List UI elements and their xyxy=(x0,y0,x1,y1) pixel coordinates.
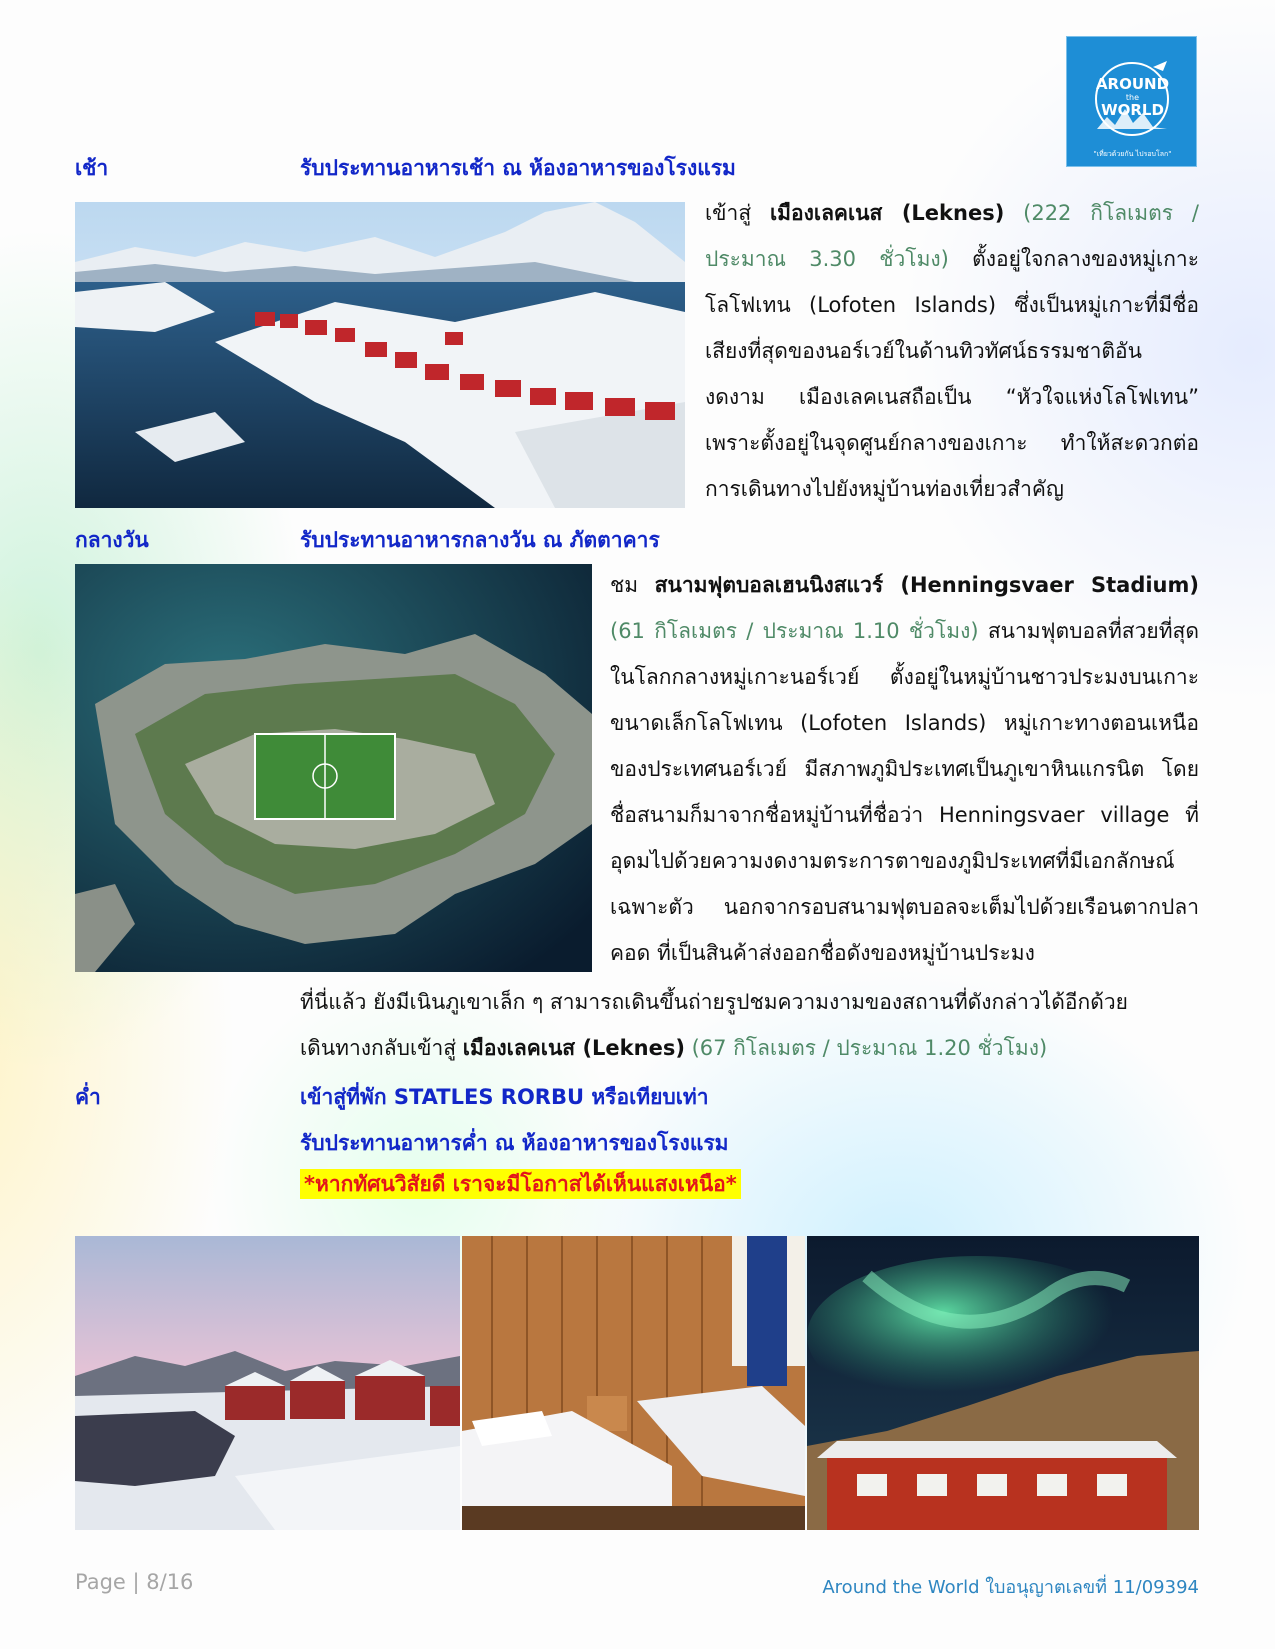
logo-line2: the xyxy=(1125,93,1140,102)
license-text: Around the World ใบอนุญาตเลขที่ 11/09394 xyxy=(822,1577,1199,1598)
text-rest: ตั้งอยู่ใจกลางของหมู่เกาะโลโฟเทน (Lofoten Islands) ซึ่งเป็นหมู่เกาะที่มีชื่อเสียงที่สุดของนอร์เวย์ในด้านทิวทัศน์ธรรมชาติอันงดงาม เมืองเลคเนสถือเป็น “หัวใจแห่งโลโฟเทน” เพราะตั้งอยู่ในจุดศูนย์กลางของเกาะ ทำให้สะดวกต่อการเดินทางไปยังหมู่บ้านท่องเที่ยวสำคัญ xyxy=(705,247,1199,501)
place-henningsvaer-stadium: สนามฟุตบอลเฮนนิงสแวร์ (Henningsvaer Stadium) xyxy=(654,573,1199,597)
dinner-meal: รับประทานอาหารค่ำ ณ ห้องอาหารของโรงแรม xyxy=(300,1131,729,1155)
lunch-meal: รับประทานอาหารกลางวัน ณ ภัตตาคาร xyxy=(300,528,660,552)
company-logo xyxy=(1066,36,1197,167)
place-leknes: เมืองเลคเนส (Leknes) xyxy=(462,1036,685,1060)
morning-label: เช้า xyxy=(75,156,109,180)
logo-tagline: "เที่ยวด้วยกัน ไปรอบโลก" xyxy=(1093,150,1172,158)
text-intro: เดินทางกลับเข้าสู่ xyxy=(300,1036,463,1060)
lunch-description xyxy=(610,562,1199,976)
photo-leknes-village xyxy=(75,202,685,508)
text-intro: ชม xyxy=(610,573,655,597)
text-intro: เข้าสู่ xyxy=(705,201,770,225)
hotel-text: เข้าสู่ที่พัก STATLES RORBU หรือเทียบเท่า xyxy=(300,1085,709,1109)
place-leknes: เมืองเลคเนส (Leknes) xyxy=(770,201,1005,225)
morning-meal: รับประทานอาหารเช้า ณ ห้องอาหารของโรงแรม xyxy=(300,156,736,180)
lunch-description-continued: ที่นี่แล้ว ยังมีเนินภูเขาเล็ก ๆ สามารถเดินขึ้นถ่ายรูปชมความงามของสถานที่ดังกล่าวได้อีกด้วย xyxy=(300,990,1128,1014)
logo-line3: WORLD xyxy=(1101,101,1164,119)
morning-description xyxy=(705,190,1199,512)
text-rest: สนามฟุตบอลที่สวยที่สุดในโลกกลางหมู่เกาะนอร์เวย์ ตั้งอยู่ในหมู่บ้านชาวประมงบนเกาะขนาดเล็กโลโฟเทน (Lofoten Islands) หมู่เกาะทางตอนเหนือของประเทศนอร์เวย์ มีสภาพภูมิประเทศเป็นภูเขาหินแกรนิต โดยชื่อสนามก็มาจากชื่อหมู่บ้านที่ชื่อว่า Henningsvaer village ที่อุดมไปด้วยความงดงามตระการตาของภูมิประเทศที่มีเอกลักษณ์เฉพาะตัว นอกจากรอบสนามฟุตบอลจะเต็มไปด้วยเรือนตากปลาคอด ที่เป็นสินค้าส่งออกชื่อดังของหมู่บ้านประมง xyxy=(610,619,1200,965)
return-to-leknes xyxy=(300,1025,1199,1071)
distance-text: (67 กิโลเมตร / ประมาณ 1.20 ชั่วโมง) xyxy=(684,1036,1048,1060)
dinner-label: ค่ำ xyxy=(75,1085,101,1109)
photo-hotel-exterior xyxy=(75,1236,460,1530)
photo-henningsvaer-stadium xyxy=(75,564,592,972)
lunch-label: กลางวัน xyxy=(75,528,149,552)
photo-northern-lights xyxy=(807,1236,1199,1530)
page-number: Page | 8/16 xyxy=(75,1570,194,1594)
distance-text: (61 กิโลเมตร / ประมาณ 1.10 ชั่วโมง) xyxy=(610,619,979,643)
distance-text: (222 กิโลเมตร / ประมาณ 3.30 ชั่วโมง) xyxy=(705,201,1199,271)
northern-lights-note xyxy=(300,1168,741,1201)
logo-line1: AROUND xyxy=(1095,75,1170,93)
photo-hotel-room xyxy=(462,1236,805,1530)
highlight-text: *หากทัศนวิสัยดี เราจะมีโอกาสได้เห็นแสงเหนือ* xyxy=(300,1169,741,1199)
